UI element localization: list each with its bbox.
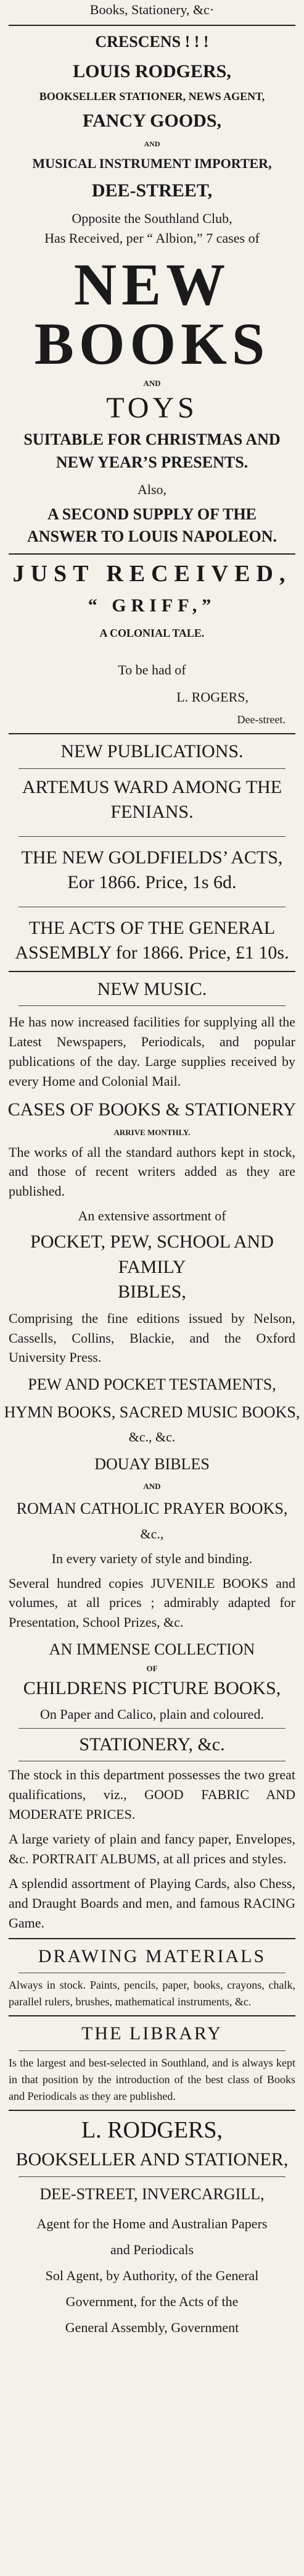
suitable-line-1: SUITABLE FOR CHRISTMAS AND xyxy=(23,430,281,449)
ad-new-music xyxy=(0,977,304,1724)
divider xyxy=(18,768,286,769)
ad-rodgers-footer xyxy=(0,2116,304,2338)
testaments: PEW AND POCKET TESTAMENTS, xyxy=(28,1375,276,1394)
divider xyxy=(18,836,286,837)
musical-importer: MUSICAL INSTRUMENT IMPORTER, xyxy=(32,156,272,172)
music-title: NEW MUSIC. xyxy=(97,978,207,999)
ad-new-publications xyxy=(0,739,304,966)
to-be-had: To be had of xyxy=(118,661,186,678)
agent-line: Agent for the Home and Australian Papers xyxy=(36,2215,268,2231)
street-address: DEE-STREET, xyxy=(91,180,213,201)
crescens-heading: CRESCENS ! ! ! xyxy=(95,32,209,51)
griff-title: “ GRIFF,” xyxy=(88,595,216,616)
paper-calico: On Paper and Calico, plain and coloured. xyxy=(40,1706,264,1722)
ad-crescens xyxy=(0,31,304,548)
footer-street: DEE-STREET, INVERCARGILL, xyxy=(39,2184,265,2203)
toys-headline: TOYS xyxy=(106,392,198,425)
divider xyxy=(18,2050,286,2051)
opposite-line: Opposite the Southland Club, xyxy=(72,210,232,226)
cases-heading: CASES OF BOOKS & STATIONERY xyxy=(7,1099,297,1120)
and-connector: AND xyxy=(143,1482,161,1491)
of-connector: OF xyxy=(146,1663,158,1673)
sol-agent-line: Sol Agent, by Authority, of the General xyxy=(45,2267,259,2283)
merchant-name: LOUIS RODGERS, xyxy=(73,61,231,82)
suitable-line-2: NEW YEAR’S PRESENTS. xyxy=(55,453,249,471)
drawing-paragraph: Always in stock. Paints, pencils, paper, books, crayons, chalk, parallel rulers, brushes, mathematical instruments, &c. xyxy=(9,1979,295,2008)
editions-paragraph: Comprising the fine editions issued by Nelson, Cassells, Collins, Blackie, and the Oxford University Press. xyxy=(9,1310,295,1366)
extensive-assortment: An extensive assortment of xyxy=(78,1208,226,1224)
etc-line: &c., &c. xyxy=(128,1429,176,1445)
divider xyxy=(9,2110,295,2111)
paper-paragraph: A large variety of plain and fancy paper, Envelopes, &c. PORTRAIT ALBUMS, at all prices and styles. xyxy=(9,1831,295,1867)
fancy-goods: FANCY GOODS, xyxy=(83,110,221,131)
new-books-headline: NEW BOOKS xyxy=(34,251,270,377)
just-received: JUST RECEIVED, xyxy=(12,560,292,587)
seller-name: L. ROGERS, xyxy=(176,689,249,705)
juvenile-paragraph: Several hundred copies JUVENILE BOOKS and volumes, at all prices ; admirably adapted for Presentation, School Prizes, &c. xyxy=(9,1575,295,1630)
prayer-books: ROMAN CATHOLIC PRAYER BOOKS, xyxy=(16,1500,288,1518)
hymn-books: HYMN BOOKS, SACRED MUSIC BOOKS, xyxy=(4,1403,300,1421)
merchant-trade: BOOKSELLER STATIONER, NEWS AGENT, xyxy=(39,90,265,103)
periodicals-line: and Periodicals xyxy=(110,2241,194,2257)
stock-paragraph: The stock in this department possesses the two great qualifications, viz., GOOD FABRIC AND MODERATE PRICES. xyxy=(9,1767,295,1823)
and-connector: AND xyxy=(143,379,161,388)
colonial-tale: A COLONIAL TALE. xyxy=(99,626,205,639)
second-supply-1: A SECOND SUPPLY OF THE xyxy=(47,505,257,523)
publications-title: NEW PUBLICATIONS. xyxy=(60,741,244,762)
and-connector: AND xyxy=(144,140,160,149)
assembly-line: General Assembly, Government xyxy=(65,2319,239,2335)
cards-paragraph: A splendid assortment of Playing Cards, also Chess, and Draught Boards and men, and famous RACING Game. xyxy=(9,1875,295,1931)
etc-line: &c., xyxy=(140,1525,164,1542)
divider xyxy=(18,2176,286,2177)
also-line: Also, xyxy=(137,482,167,498)
government-line: Government, for the Acts of the xyxy=(65,2293,239,2309)
goldfields-acts: THE NEW GOLDFIELDS’ ACTS, xyxy=(21,847,283,868)
divider xyxy=(9,733,295,734)
general-acts: THE ACTS OF THE GENERAL xyxy=(28,917,276,938)
divider xyxy=(9,2015,295,2016)
library-title: THE LIBRARY xyxy=(81,2023,223,2044)
general-acts-price: ASSEMBLY for 1866. Price, £1 10s. xyxy=(15,942,289,963)
supply-paragraph: He has now increased facilities for supplying all the Latest Newspapers, Periodicals, and popular publications of the day. Large supplies received by every Home and Colonial Mail. xyxy=(9,1014,295,1089)
douay-bibles: DOUAY BIBLES xyxy=(94,1454,210,1473)
goldfields-price: Eor 1866. Price, 1s 6d. xyxy=(67,872,237,893)
divider xyxy=(9,1938,295,1939)
bibles-heading: POCKET, PEW, SCHOOL AND FAMILY xyxy=(30,1231,274,1277)
stationery-title: STATIONERY, &c. xyxy=(79,1734,225,1755)
drawing-title: DRAWING MATERIALS xyxy=(38,1945,266,1966)
seller-street: Dee-street. xyxy=(237,713,286,726)
ad-griff xyxy=(0,560,304,729)
standard-authors: The works of all the standard authors kept in stock, and those of recent writers added as they are published. xyxy=(9,1144,295,1199)
bibles-word: BIBLES, xyxy=(118,1282,186,1303)
divider xyxy=(18,1728,286,1729)
divider xyxy=(9,25,295,26)
library-paragraph: Is the largest and best-selected in Southland, and is always kept in that position by the introduction of the best class of Books and Periodicals as they are published. xyxy=(9,2056,295,2102)
received-line: Has Received, per “ Albion,” 7 cases of xyxy=(44,230,260,246)
artemus-ward: ARTEMUS WARD AMONG THE FENIANS. xyxy=(22,776,282,823)
arrive-monthly: ARRIVE MONTHLY. xyxy=(113,1127,191,1137)
divider xyxy=(9,971,295,972)
footer-trade: BOOKSELLER AND STATIONER, xyxy=(15,2149,289,2170)
page-header: Books, Stationery, &c· xyxy=(89,2,215,17)
picture-books: CHILDRENS PICTURE BOOKS, xyxy=(23,1677,281,1698)
divider xyxy=(18,1005,286,1006)
binding-line: In every variety of style and binding. xyxy=(51,1550,253,1566)
immense-collection: AN IMMENSE COLLECTION xyxy=(49,1640,255,1659)
ad-stationery xyxy=(0,1732,304,1933)
footer-name: L. RODGERS, xyxy=(81,2117,223,2143)
ad-drawing xyxy=(0,1944,304,2011)
divider xyxy=(9,553,295,555)
second-supply-2: ANSWER TO LOUIS NAPOLEON. xyxy=(27,527,277,546)
ad-library xyxy=(0,2021,304,2105)
